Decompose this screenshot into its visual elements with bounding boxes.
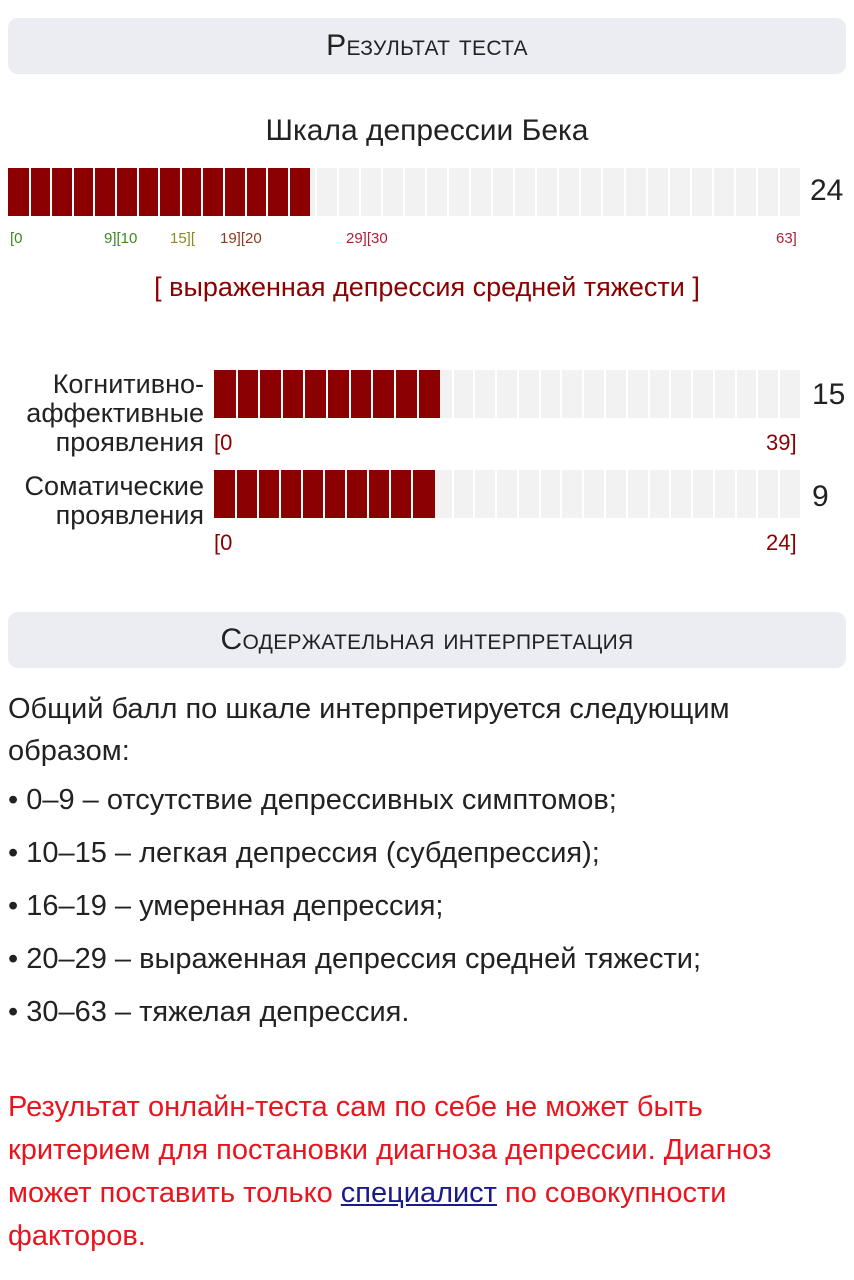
disclaimer-warning	[8, 1086, 838, 1258]
beck-bar-track-segment	[692, 168, 714, 216]
somatic-bar-track-segment	[650, 470, 672, 518]
cognitive-bar-fill-divider	[281, 370, 283, 418]
cognitive-bar-track-segment	[541, 370, 563, 418]
subscale-somatic-bar	[214, 470, 802, 518]
beck-bar-fill-divider	[288, 168, 290, 216]
cognitive-bar-track-segment	[650, 370, 672, 418]
beck-tick-0: [0	[10, 230, 23, 247]
somatic-bar-track-segment	[715, 470, 737, 518]
beck-bar-track-segment	[449, 168, 471, 216]
cognitive-bar-fill-divider	[394, 370, 396, 418]
cognitive-bar-track-segment	[780, 370, 802, 418]
somatic-bar-fill-divider	[323, 470, 325, 518]
beck-bar-fill-divider	[201, 168, 203, 216]
somatic-bar-track-segment	[584, 470, 606, 518]
cognitive-bar-fill-divider	[417, 370, 419, 418]
beck-bar-fill-divider	[223, 168, 225, 216]
somatic-bar-track-segment	[780, 470, 802, 518]
somatic-bar-fill-divider	[279, 470, 281, 518]
section-header-interpretation-title: Содержательная интерпретация	[220, 623, 634, 656]
subscale-cognitive-min: [0	[214, 430, 233, 455]
subscale-somatic-label-line-1: Соматические	[24, 471, 204, 501]
beck-tick-9-10: 9][10	[104, 230, 138, 247]
subscale-cognitive-label	[26, 370, 204, 457]
beck-scale-bar	[8, 168, 802, 216]
beck-tick-63: 63]	[776, 230, 797, 247]
cognitive-bar-track-segment	[628, 370, 650, 418]
beck-tick-15: 15][	[170, 230, 196, 247]
beck-scale-title: Шкала депрессии Бека	[265, 114, 589, 147]
disclaimer-text-before: Результат онлайн-теста сам по себе не может быть критерием для постановки диагноза депрессии. Диагноз может поставить только	[8, 1091, 772, 1209]
beck-bar-fill-divider	[245, 168, 247, 216]
beck-bar-track-segment	[736, 168, 758, 216]
somatic-bar-track-segment	[541, 470, 563, 518]
beck-bar-fill-divider	[180, 168, 182, 216]
somatic-bar-track-segment	[737, 470, 759, 518]
interpretation-item-5: • 30–63 – тяжелая депрессия.	[8, 996, 410, 1028]
subscale-cognitive-label-line-2: аффективные	[26, 398, 204, 428]
cognitive-bar-fill-divider	[326, 370, 328, 418]
cognitive-bar-fill-divider	[303, 370, 305, 418]
beck-bar-track-segment	[670, 168, 692, 216]
subscale-cognitive-label-line-3: проявления	[55, 427, 204, 457]
cognitive-bar-fill-divider	[258, 370, 260, 418]
cognitive-bar-track-segment	[454, 370, 476, 418]
beck-bar-fill-divider	[29, 168, 31, 216]
cognitive-bar-track-segment	[758, 370, 780, 418]
beck-bar-fill-divider	[50, 168, 52, 216]
subscale-somatic-min: [0	[214, 530, 233, 555]
somatic-bar-fill-divider	[235, 470, 237, 518]
somatic-bar-track-segment	[671, 470, 693, 518]
beck-bar-track-segment	[405, 168, 427, 216]
somatic-bar-track-segment	[628, 470, 650, 518]
cognitive-bar-track-segment	[475, 370, 497, 418]
cognitive-bar-track-segment	[562, 370, 584, 418]
specialist-link[interactable]: специалист	[340, 1177, 497, 1209]
somatic-bar-track-segment	[519, 470, 541, 518]
cognitive-bar-track-segment	[497, 370, 519, 418]
beck-bar-track-segment	[361, 168, 383, 216]
beck-bar-track-segment	[471, 168, 493, 216]
beck-bar-track-segment	[626, 168, 648, 216]
subscale-cognitive-bar	[214, 370, 802, 418]
beck-bar-fill-divider	[266, 168, 268, 216]
somatic-bar-track-segment	[606, 470, 628, 518]
subscale-cognitive-label-line-1: Когнитивно-	[52, 369, 204, 399]
somatic-bar-track-segment	[454, 470, 476, 518]
beck-bar-fill-divider	[158, 168, 160, 216]
cognitive-bar-track-segment	[671, 370, 693, 418]
beck-bar-track-segment	[427, 168, 449, 216]
subscale-somatic-max: 24]	[766, 530, 797, 555]
somatic-bar-track-segment	[432, 470, 454, 518]
beck-bar-track-segment	[383, 168, 405, 216]
section-header-result	[8, 18, 846, 74]
beck-bar-track-segment	[604, 168, 626, 216]
beck-bar-track-segment	[537, 168, 559, 216]
somatic-bar-track-segment	[497, 470, 519, 518]
beck-bar-track-segment	[648, 168, 670, 216]
somatic-bar-fill-divider	[411, 470, 413, 518]
somatic-bar-fill-divider	[257, 470, 259, 518]
somatic-bar-fill-divider	[367, 470, 369, 518]
somatic-bar-track-segment	[758, 470, 780, 518]
beck-bar-track-segment	[581, 168, 603, 216]
somatic-bar-fill-divider	[345, 470, 347, 518]
cognitive-bar-track-segment	[715, 370, 737, 418]
interpretation-item-3: • 16–19 – умеренная депрессия;	[8, 890, 444, 922]
interpretation-intro: Общий балл по шкале интерпретируется следующим образом:	[8, 693, 730, 767]
somatic-bar-track-segment	[562, 470, 584, 518]
beck-tick-19-20: 19][20	[220, 230, 262, 247]
beck-bar-track-segment	[714, 168, 736, 216]
cognitive-bar-track-segment	[519, 370, 541, 418]
cognitive-bar-track-segment	[693, 370, 715, 418]
beck-bar-track-segment	[339, 168, 361, 216]
somatic-bar-track-segment	[693, 470, 715, 518]
subscale-cognitive-score: 15	[812, 378, 846, 411]
subscale-somatic-label	[25, 472, 204, 530]
section-header-result-title: Результат теста	[326, 29, 528, 62]
subscale-somatic-label-line-2: проявления	[55, 500, 204, 530]
somatic-bar-fill-divider	[389, 470, 391, 518]
somatic-bar-track-segment	[475, 470, 497, 518]
beck-bar-fill-divider	[137, 168, 139, 216]
beck-bar-fill-divider	[93, 168, 95, 216]
beck-bar-track-segment	[559, 168, 581, 216]
beck-result-label: [ выраженная депрессия средней тяжести ]	[154, 272, 700, 302]
beck-bar-track-segment	[780, 168, 802, 216]
beck-bar-fill-divider	[72, 168, 74, 216]
interpretation-item-4: • 20–29 – выраженная депрессия средней тяжести;	[8, 943, 702, 975]
beck-scale-score: 24	[810, 174, 844, 207]
section-header-interpretation	[8, 612, 846, 668]
somatic-bar-fill-divider	[301, 470, 303, 518]
cognitive-bar-track-segment	[737, 370, 759, 418]
beck-tick-29-30: 29][30	[346, 230, 388, 247]
cognitive-bar-track-segment	[606, 370, 628, 418]
beck-bar-track-segment	[493, 168, 515, 216]
cognitive-bar-track-segment	[584, 370, 606, 418]
subscale-somatic-score: 9	[812, 480, 829, 513]
cognitive-bar-fill-divider	[349, 370, 351, 418]
subscale-cognitive-max: 39]	[766, 430, 797, 455]
beck-bar-track-segment	[317, 168, 339, 216]
cognitive-bar-fill-divider	[371, 370, 373, 418]
cognitive-bar-fill-divider	[236, 370, 238, 418]
beck-bar-track-segment	[515, 168, 537, 216]
interpretation-item-1: • 0–9 – отсутствие депрессивных симптомов;	[8, 784, 617, 816]
beck-bar-fill-divider	[115, 168, 117, 216]
interpretation-item-2: • 10–15 – легкая депрессия (субдепрессия);	[8, 837, 600, 869]
disclaimer-text-after: по совокупности факторов.	[8, 1177, 727, 1252]
beck-bar-track-segment	[758, 168, 780, 216]
